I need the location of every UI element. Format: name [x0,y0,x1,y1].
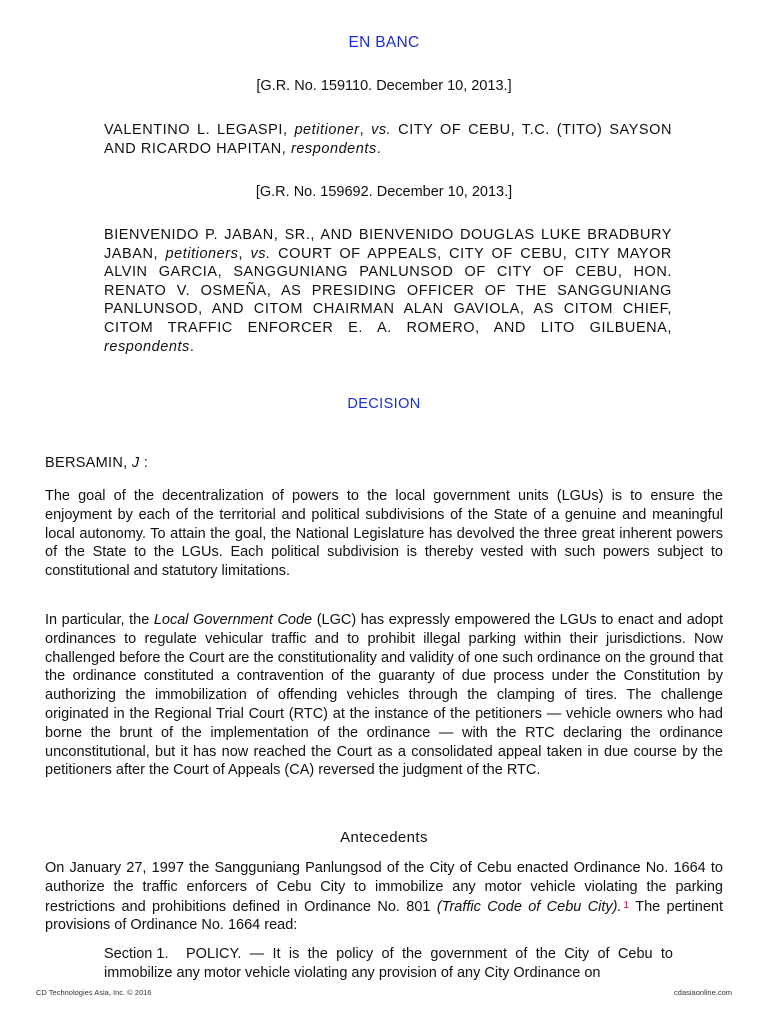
p2-start: In particular, the [45,612,150,628]
case2-role2: respondents [104,338,190,355]
case1-petitioner: VALENTINO L. LEGASPI [104,122,283,138]
footnote-link-1[interactable]: 1 [623,899,630,911]
quote-text: POLICY. — It is the policy of the government of the City of Cebu to immobilize any motor vehicle violating any provision of any City Ordinance on [104,946,673,981]
quoted-section [104,945,673,983]
paragraph-3 [45,859,723,935]
case2-role1: petitioners [165,245,239,262]
en-banc-heading: EN BANC [348,34,420,51]
ponente-title: J [131,455,140,471]
case2-parties: BIENVENIDO P. JABAN, SR., AND BIENVENIDO DOUGLAS LUKE BRADBURY JABAN, petitioners, vs. COURT OF APPEALS, CITY OF CEBU, CITY MAYOR ALVIN GARCIA, SANGGUNIANG PANLUNSOD OF CITY OF CEBU, HON. RENATO V. OSMEÑA, AS PRESIDING OFFICER OF THE SANGGUNIANG PANLUNSOD, AND CITOM CHAIRMAN ALAN GAVIOLA, AS CITOM CHIEF, CITOM TRAFFIC ENFORCER E. A. ROMERO, AND LITO GILBUENA, respondents. [104,227,672,355]
ponente-name: BERSAMIN, [45,455,128,471]
case2-respondents: COURT OF APPEALS, CITY OF CEBU, CITY MAYOR ALVIN GARCIA, SANGGUNIANG PANLUNSOD OF CITY OF CEBU, HON. RENATO V. OSMEÑA, AS PRESIDING OFFICER OF THE SANGGUNIANG PANLUNSOD, AND CITOM CHAIRMAN ALAN GAVIOLA, AS CITOM CHIEF, CITOM TRAFFIC ENFORCER E. A. ROMERO, AND LITO GILBUENA [104,245,672,336]
p3-start: On January 27, 1997 the Sangguniang Panlungsod of the City of Cebu enacted Ordinance No. 1664 to authorize the traffic enforcers of Cebu City to immobilize any motor vehicle violating the parking restrictions and prohibitions defined in Ordinance No. 801 [45,860,723,915]
case1-role1: petitioner [294,122,360,138]
case2-vs: vs. [250,245,271,262]
ponente-suffix: : [143,455,149,471]
p2-italic: Local Government Code [153,612,313,628]
antecedents-heading: Antecedents [340,829,428,846]
case1-parties: VALENTINO L. LEGASPI, petitioner, vs. CITY OF CEBU, T.C. (TITO) SAYSON AND RICARDO HAPITAN, respondents. [104,122,672,157]
quote-section-number: Section 1. [104,946,169,962]
case1-vs: vs. [371,122,392,138]
footer-site[interactable]: cdasiaonline.com [674,988,732,997]
case1-role2: respondents [290,140,377,157]
case2-petitioners: BIENVENIDO P. JABAN, SR., AND BIENVENIDO DOUGLAS LUKE BRADBURY JABAN [104,227,672,262]
case2-grno: [G.R. No. 159692. December 10, 2013.] [255,184,513,200]
ponente [45,455,148,471]
case1-grno: [G.R. No. 159110. December 10, 2013.] [256,78,512,94]
p3-italic: (Traffic Code of Cebu City). [436,898,622,915]
paragraph-2 [45,611,723,780]
paragraph-1: The goal of the decentralization of powers to the local government units (LGUs) is to ensure the enjoyment by each of the territorial and political subdivisions of the State of a genuine and meaningful local autonomy. To attain the goal, the National Legislature has devolved the three great inherent powers of the State to the LGUs. Each political subdivision is thereby vested with such powers subject to constitutional and statutory limitations. [45,488,723,580]
p3-rest: The pertinent provisions of Ordinance No. 1664 read: [45,898,723,934]
case1-respondents: CITY OF CEBU, T.C. (TITO) SAYSON AND RICARDO HAPITAN [104,122,672,157]
decision-heading: DECISION [347,396,421,412]
footer-copyright: CD Technologies Asia, Inc. © 2016 [36,988,152,997]
p2-rest: (LGC) has expressly empowered the LGUs to enact and adopt ordinances to regulate vehicular traffic and to prohibit illegal parking within their jurisdictions. Now challenged before the Court are the constitutionality and validity of one such ordinance on the ground that the ordinance constituted a contravention of the guaranty of due process under the Constitution by authorizing the immobilization of offending vehicles through the clamping of tires. The challenge originated in the Regional Trial Court (RTC) at the instance of the petitioners — vehicle owners who had borne the brunt of the implementation of the ordinance — with the RTC declaring the ordinance unconstitutional, but it has now reached the Court as a consolidated appeal taken in due course by the petitioners after the Court of Appeals (CA) reversed the judgment of the RTC. [45,612,723,779]
